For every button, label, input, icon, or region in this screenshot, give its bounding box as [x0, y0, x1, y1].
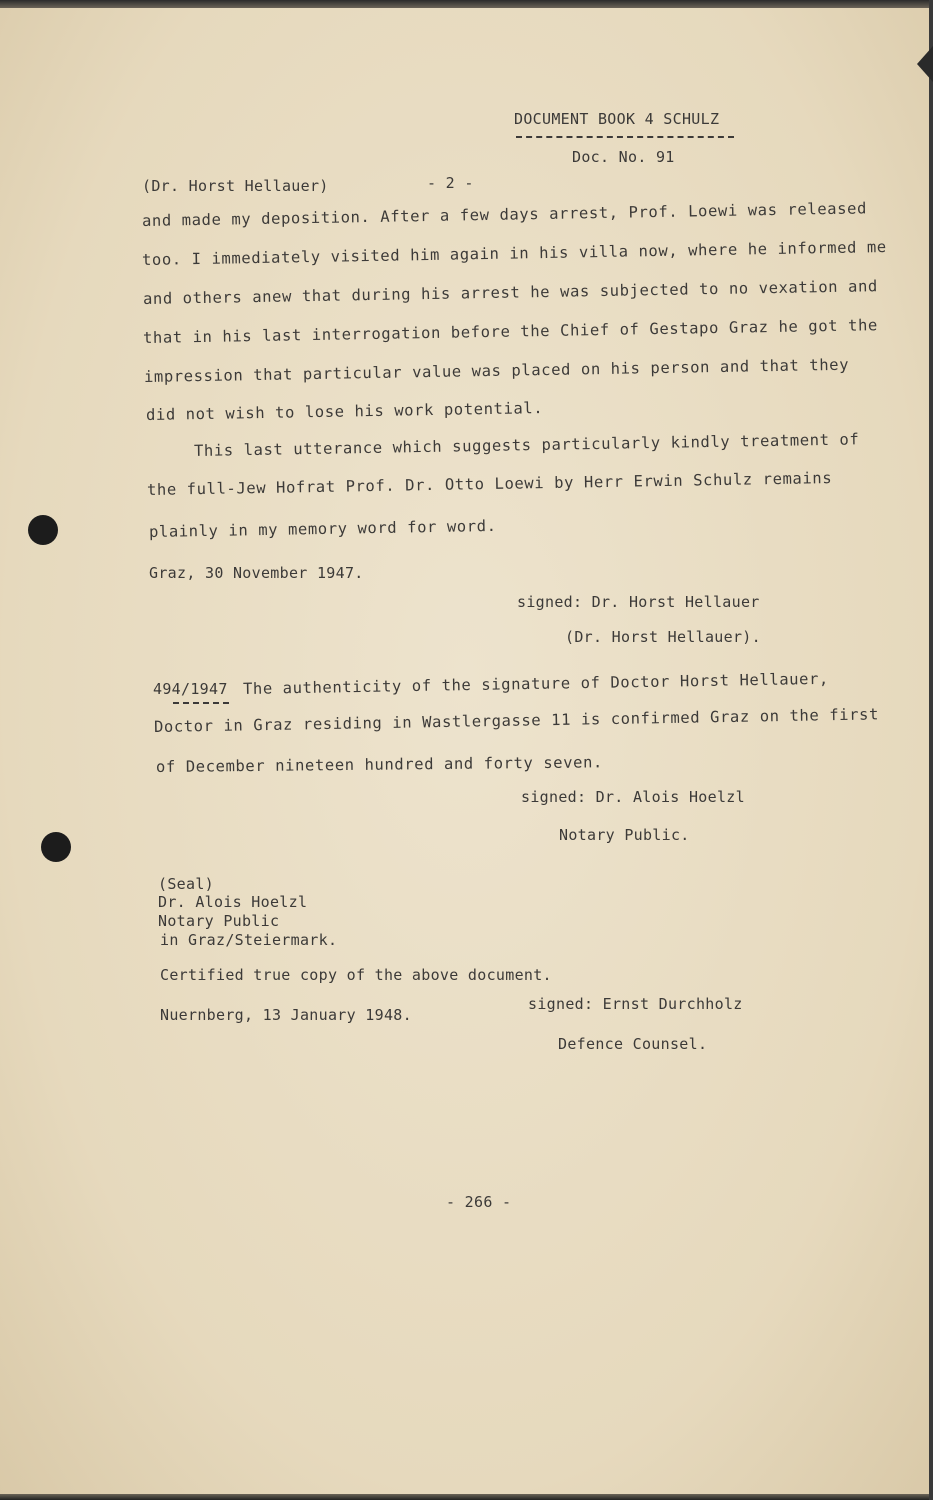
body-line: plainly in my memory word for word. — [148, 516, 497, 541]
body-line: This last utterance which suggests particularly kindly treatment of — [193, 430, 860, 460]
reference-dash-rule — [173, 702, 229, 704]
counsel-signature: signed: Ernst Durchholz — [528, 995, 743, 1013]
body-line: and made my deposition. After a few days arrest, Prof. Loewi was released — [141, 199, 868, 230]
certification-text: Certified true copy of the above document. — [160, 966, 552, 984]
punch-hole-bottom — [41, 832, 71, 862]
notary-signature: signed: Dr. Alois Hoelzl — [521, 788, 745, 806]
page-marker: - 2 - — [427, 174, 474, 192]
seal-line: in Graz/Steiermark. — [160, 931, 338, 949]
seal-line: Dr. Alois Hoelzl — [158, 893, 308, 911]
torn-corner — [917, 46, 933, 82]
author-reference: (Dr. Horst Hellauer) — [142, 177, 329, 195]
page-bottom-edge — [0, 1494, 933, 1500]
body-line: did not wish to lose his work potential. — [145, 399, 544, 424]
notary-title: Notary Public. — [559, 826, 690, 844]
date-line: Graz, 30 November 1947. — [149, 564, 364, 582]
notary-reference-number: 494/1947 — [153, 680, 228, 698]
body-line: impression that particular value was placed on his person and that they — [143, 355, 850, 386]
body-line: the full-Jew Hofrat Prof. Dr. Otto Loewi by Herr Erwin Schulz remains — [146, 469, 833, 499]
seal-label: (Seal) — [158, 875, 214, 893]
notary-line: The authenticity of the signature of Doctor Horst Hellauer, — [242, 669, 830, 698]
notary-line: of December nineteen hundred and forty seven. — [155, 753, 604, 776]
body-line: that in his last interrogation before the Chief of Gestapo Graz he got the — [142, 316, 878, 347]
document-book-title: DOCUMENT BOOK 4 SCHULZ — [514, 110, 720, 128]
page-number: - 266 - — [446, 1193, 512, 1211]
doc-number: Doc. No. 91 — [572, 148, 675, 166]
seal-line: Notary Public — [158, 912, 280, 930]
page-top-edge — [0, 0, 933, 8]
header-dash-rule — [516, 136, 734, 138]
punch-hole-top — [28, 515, 58, 545]
certification-place-date: Nuernberg, 13 January 1948. — [160, 1006, 412, 1024]
body-line: too. I immediately visited him again in his villa now, where he informed me — [141, 238, 887, 269]
body-line: and others anew that during his arrest he was subjected to no vexation and — [142, 277, 878, 308]
page-right-edge — [929, 0, 933, 1500]
signatory-name: (Dr. Horst Hellauer). — [565, 628, 761, 646]
notary-line: Doctor in Graz residing in Wastlergasse 11 is confirmed Graz on the first — [153, 705, 880, 736]
signature-line: signed: Dr. Horst Hellauer — [517, 593, 760, 611]
counsel-role: Defence Counsel. — [558, 1035, 708, 1053]
